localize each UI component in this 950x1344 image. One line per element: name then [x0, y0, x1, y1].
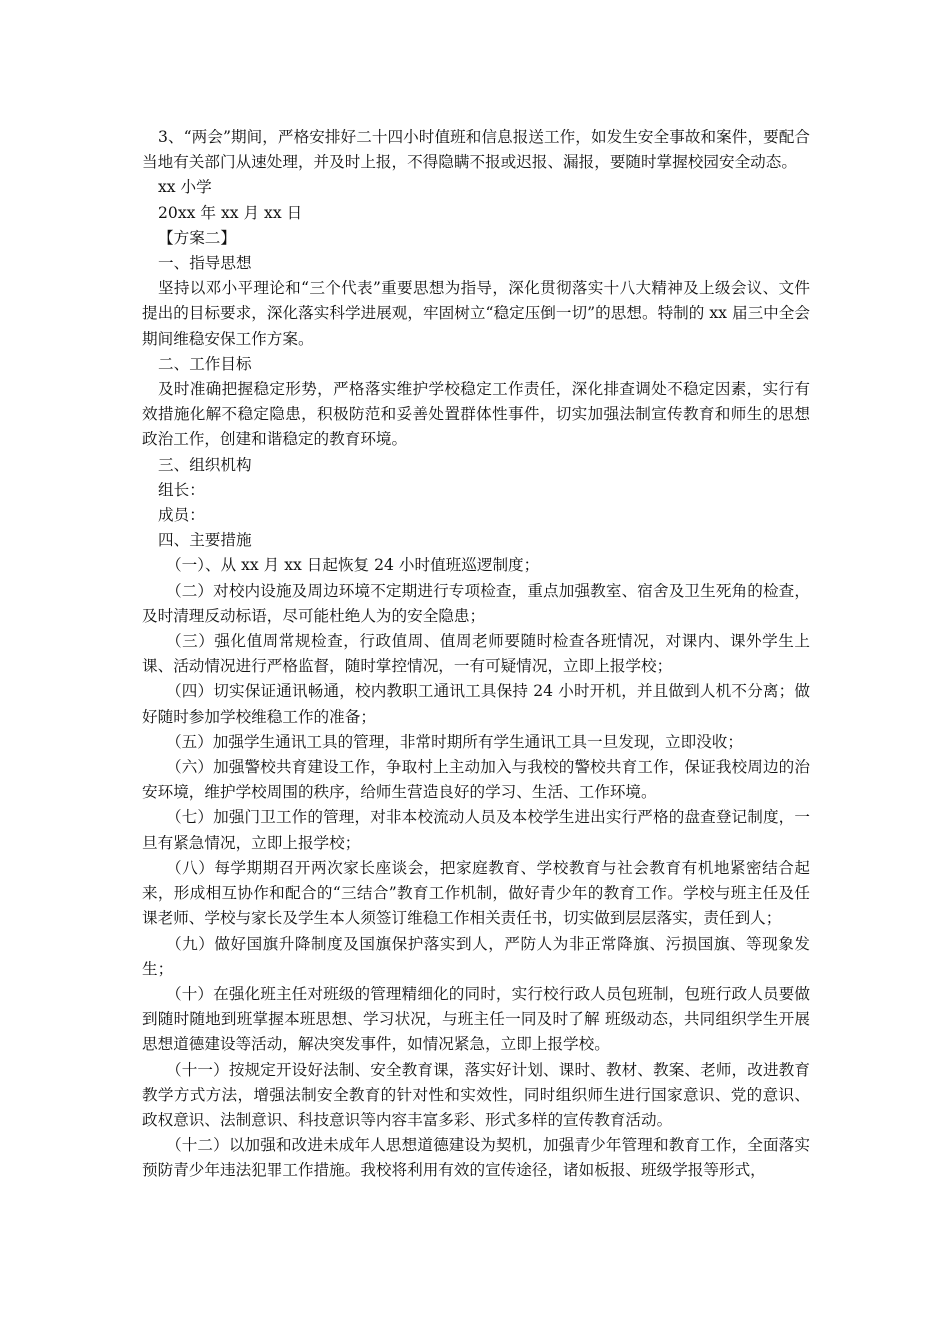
section-heading-main-measures: 四、主要措施: [158, 531, 252, 550]
measure-item-1: （一）、从 xx 月 xx 日起恢复 24 小时值班巡逻制度；: [166, 556, 540, 575]
section-heading-work-goals: 二、工作目标: [158, 354, 252, 373]
measure-item-7: （七）加强门卫工作的管理，对非本校流动人员及本校学生进出实行严格的盘查登记制度，一旦有紧急情况，立即上报学校；: [142, 808, 810, 852]
measure-item-9: （九）做好国旗升降制度及国旗保护落实到人，严防人为非正常降旗、污损国旗、等现象发生；: [142, 934, 810, 978]
measure-item-11: （十一）按规定开设好法制、安全教育课，落实好计划、课时、教材、教案、老师，改进教育教学方式方法，增强法制安全教育的针对性和实效性，同时组织师生进行国家意识、党的意识、政权意识、法制意识、科技意识等内容丰富多彩、形式多样的宣传教育活动。: [142, 1060, 810, 1129]
paragraph-safety-reporting: 3、“两会”期间，严格安排好二十四小时值班和信息报送工作，如发生安全事故和案件，要配合当地有关部门从速处理，并及时上报，不得隐瞒不报或迟报、漏报，要随时掌握校园安全动态。: [142, 128, 810, 172]
section-heading-guiding-ideology: 一、指导思想: [158, 254, 252, 273]
plan-two-heading: 【方案二】: [158, 228, 236, 247]
school-name: xx 小学: [158, 178, 212, 197]
measure-item-12: （十二）以加强和改进未成年人思想道德建设为契机，加强青少年管理和教育工作，全面落实预防青少年违法犯罪工作措施。我校将利用有效的宣传途径，诸如板报、班级学报等形式，: [142, 1136, 810, 1180]
team-members-line: 成员：: [158, 506, 205, 525]
measure-item-4: （四）切实保证通讯畅通，校内教职工通讯工具保持 24 小时开机，并且做到人机不分离；做好随时参加学校维稳工作的准备；: [142, 682, 810, 726]
measure-item-2: （二）对校内设施及周边环境不定期进行专项检查，重点加强教室、宿舍及卫生死角的检查，及时清理反动标语，尽可能杜绝人为的安全隐患；: [142, 581, 810, 625]
paragraph-guiding-ideology: 坚持以邓小平理论和“三个代表”重要思想为指导，深化贯彻落实十八大精神及上级会议、文件提出的目标要求，深化落实科学进展观，牢固树立“稳定压倒一切”的思想。特制的 xx 届三中全会期间维稳安保工作方案。: [142, 279, 810, 348]
team-leader-line: 组长：: [158, 480, 205, 499]
document-page: [142, 125, 810, 1184]
measure-item-5: （五）加强学生通讯工具的管理，非常时期所有学生通讯工具一旦发现，立即没收；: [166, 732, 743, 751]
section-heading-organization: 三、组织机构: [158, 455, 252, 474]
measure-item-10: （十）在强化班主任对班级的管理精细化的同时，实行校行政人员包班制，包班行政人员要做到随时随地到班掌握本班思想、学习状况，与班主任一同及时了解 班级动态，共同组织学生开展思想道德建设等活动，解决突发事件，如情况紧急，立即上报学校。: [142, 984, 810, 1054]
measure-item-6: （六）加强警校共育建设工作，争取村上主动加入与我校的警校共育工作，保证我校周边的治安环境，维护学校周围的秩序，给师生营造良好的学习、生活、工作环境。: [142, 758, 810, 802]
measure-item-8: （八）每学期期召开两次家长座谈会，把家庭教育、学校教育与社会教育有机地紧密结合起来，形成相互协作和配合的“三结合”教育工作机制，做好青少年的教育工作。学校与班主任及任课老师、学校与家长及学生本人须签订维稳工作相关责任书，切实做到层层落实，责任到人；: [142, 858, 810, 928]
paragraph-work-goals: 及时准确把握稳定形势，严格落实维护学校稳定工作责任，深化排查调处不稳定因素，实行有效措施化解不稳定隐患，积极防范和妥善处置群体性事件，切实加强法制宣传教育和师生的思想政治工作，创建和谐稳定的教育环境。: [142, 380, 810, 449]
measure-item-3: （三）强化值周常规检查，行政值周、值周老师要随时检查各班情况，对课内、课外学生上课、活动情况进行严格监督，随时掌控情况，一有可疑情况，立即上报学校；: [142, 632, 810, 676]
document-date: 20xx 年 xx 月 xx 日: [158, 203, 303, 222]
